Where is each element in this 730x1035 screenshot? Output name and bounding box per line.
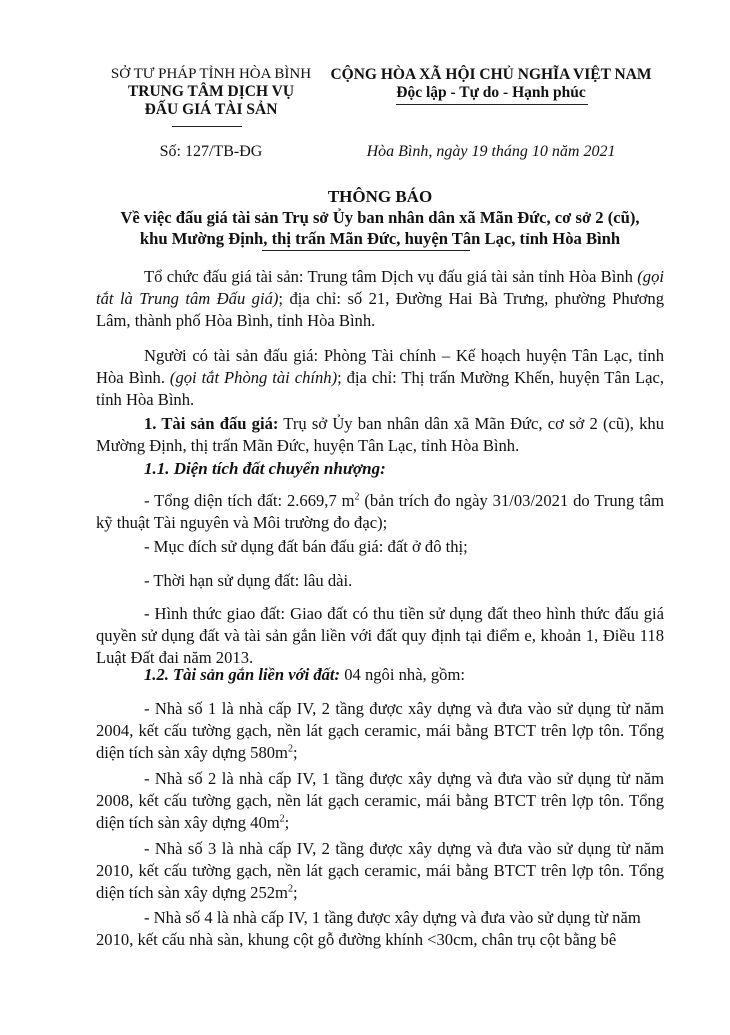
land-allocation: - Hình thức giao đất: Giao đất có thu tiền sử dụng đất theo hình thức đấu giá quyền sử dụng đất và tài sản gắn liền với đất quy định tại điểm e, khoản 1, Điều 118 Luật Đất đai năm 2013. — [96, 604, 664, 667]
land-area-sup: 2 — [354, 491, 360, 503]
house-3-paragraph — [96, 838, 664, 904]
doc-number: Số: 127/TB-ĐG — [159, 143, 263, 160]
org-underline — [172, 126, 242, 127]
org-name-line2: ĐẤU GIÁ TÀI SẢN — [144, 101, 278, 118]
section-1-label: 1. Tài sản đấu giá: — [144, 414, 279, 433]
land-duration-paragraph — [96, 570, 664, 592]
house-1-text: - Nhà số 1 là nhà cấp IV, 2 tầng được xây dựng và đưa vào sử dụng từ năm 2004, kết cấu tường gạch, nền lát gạch ceramic, mái bằng BTCT trên lợp tôn. Tổng diện tích sàn xây dựng 580m — [96, 699, 664, 762]
land-purpose: - Mục đích sử dụng đất bán đấu giá: đất ở đô thị; — [144, 537, 468, 556]
country-name: CỘNG HÒA XÃ HỘI CHỦ NGHĨA VIỆT NAM — [330, 66, 652, 83]
section-1-2-line — [96, 664, 664, 686]
land-area-post: (bản trích đo ngày 31/03/2021 do Trung tâm kỹ thuật Tài nguyên và Môi trường đo đạc); — [96, 491, 665, 532]
section-1-2-heading-rest: 04 ngôi nhà, gồm: — [340, 665, 465, 684]
notice-heading: THÔNG BÁO — [327, 187, 433, 206]
house-4-text: - Nhà số 4 là nhà cấp IV, 1 tầng được xây dựng và đưa vào sử dụng từ năm 2010, kết cấu nhà sàn, khung cột gỗ đường khính <30cm, chân trụ cột bằng bê — [96, 908, 641, 949]
section-1-1-heading: 1.1. Diện tích đất chuyển nhượng: — [144, 459, 386, 478]
organizer-short-name: (gọi tắt là Trung tâm Đấu giá) — [96, 267, 664, 308]
land-allocation-paragraph — [96, 603, 664, 669]
owner-text: Người có tài sản đấu giá: Phòng Tài chính – Kế hoạch huyện Tân Lạc, tỉnh Hòa Bình. — [96, 346, 664, 387]
org-name-line1: TRUNG TÂM DỊCH VỤ — [127, 83, 295, 100]
place-date: Hòa Bình, ngày 19 tháng 10 năm 2021 — [366, 143, 616, 160]
notice-subject-line2: khu Mường Định, thị trấn Mãn Đức, huyện Tân Lạc, tỉnh Hòa Bình — [139, 229, 621, 248]
house-1-paragraph — [96, 698, 664, 764]
land-purpose-paragraph — [96, 536, 664, 558]
house-3-post: ; — [292, 883, 298, 902]
house-4-paragraph — [96, 907, 664, 951]
motto-underline — [396, 104, 588, 105]
owner-address: ; địa chỉ: Thị trấn Mường Khến, huyện Tân Lạc, tỉnh Hòa Bình. — [96, 368, 665, 409]
house-1-post: ; — [292, 743, 298, 762]
section-1-1-heading-line — [96, 458, 664, 480]
house-2-paragraph — [96, 768, 664, 834]
notice-subject-line1: Về việc đấu giá tài sản Trụ sở Ủy ban nhân dân xã Mãn Đức, cơ sở 2 (cũ), — [120, 208, 640, 227]
org-parent: SỞ TƯ PHÁP TỈNH HÒA BÌNH — [110, 66, 312, 82]
owner-short-name: (gọi tắt Phòng tài chính) — [169, 368, 338, 387]
section-1-paragraph — [96, 413, 664, 457]
land-area-pre: - Tổng diện tích đất: 2.669,7 m — [144, 491, 355, 510]
house-3-text: - Nhà số 3 là nhà cấp IV, 2 tầng được xây dựng và đưa vào sử dụng từ năm 2010, kết cấu tường gạch, nền lát gạch ceramic, mái bằng BTCT trên lợp tôn. Tổng diện tích sàn xây dựng 252m — [96, 839, 664, 902]
house-3-sup: 2 — [287, 883, 293, 895]
motto: Độc lập - Tự do - Hạnh phúc — [396, 84, 586, 101]
organizer-paragraph — [96, 266, 664, 332]
owner-paragraph — [96, 345, 664, 411]
section-1-2-heading: 1.2. Tài sản gắn liền với đất: — [144, 665, 341, 684]
title-underline — [262, 250, 470, 251]
house-2-post: ; — [284, 813, 290, 832]
section-1-text: Trụ sở Ủy ban nhân dân xã Mãn Đức, cơ sở 2 (cũ), khu Mường Định, thị trấn Mãn Đức, huyện Tân Lạc, tỉnh Hòa Bình. — [96, 414, 664, 455]
house-2-text: - Nhà số 2 là nhà cấp IV, 1 tầng được xây dựng và đưa vào sử dụng từ năm 2008, kết cấu tường gạch, nền lát gạch ceramic, mái bằng BTCT trên lợp tôn. Tổng diện tích sàn xây dựng 40m — [96, 769, 664, 832]
house-2-sup: 2 — [279, 813, 285, 825]
land-duration: - Thời hạn sử dụng đất: lâu dài. — [144, 571, 353, 590]
house-1-sup: 2 — [287, 743, 293, 755]
land-area-paragraph — [96, 490, 664, 534]
organizer-text: Tổ chức đấu giá tài sản: Trung tâm Dịch vụ đấu giá tài sản tỉnh Hòa Bình — [144, 267, 638, 286]
organizer-address: ; địa chỉ: số 21, Đường Hai Bà Trưng, phường Phương Lâm, thành phố Hòa Bình, tỉnh Hòa Bình. — [96, 289, 664, 330]
